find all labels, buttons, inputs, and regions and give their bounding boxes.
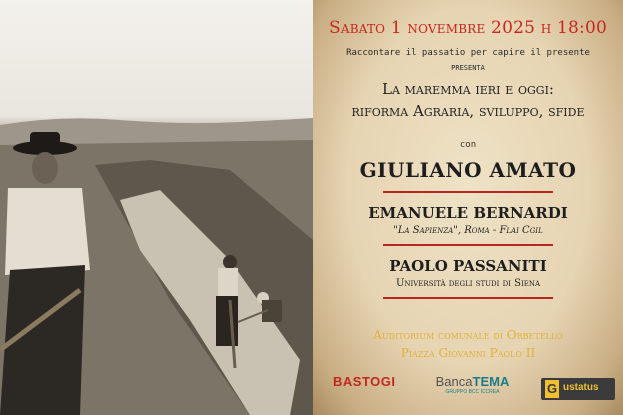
divider [383, 244, 553, 246]
poster-text-panel [313, 0, 623, 415]
middle-worker [216, 296, 238, 346]
divider [383, 297, 553, 299]
tagline: Raccontare il passatio per capire il presente [346, 48, 590, 58]
sponsor-logos [313, 374, 623, 408]
with-label: con [459, 140, 477, 150]
speaker-3-affiliation: Università degli studi di Siena [395, 278, 541, 289]
speaker-2-affiliation: "La Sapienza", Roma - Flai Cgil [393, 225, 543, 236]
title-line-2: riforma Agraria, sviluppo, sfide [351, 102, 585, 120]
gustatus-logo: G ustatus [541, 378, 615, 400]
speaker-2-name: EMANUELE BERNARDI [368, 204, 568, 222]
venue-name: Auditorium comunale di Orbetello [373, 328, 563, 342]
title-line-1: La maremma ieri e oggi: [382, 80, 554, 98]
speaker-3-name: PAOLO PASSANITI [389, 257, 547, 275]
bastogi-logo: BASTOGI [333, 374, 396, 389]
venue-address: Piazza Giovanni Paolo II [400, 346, 536, 360]
presents-label: PRESENTA [451, 64, 485, 72]
worker-face [32, 152, 58, 184]
bancatema-logo: BancaTEMA GRUPPO BCC ICCREA [435, 374, 510, 395]
main-speaker: GIULIANO AMATO [359, 158, 577, 182]
event-date: Sabato 1 novembre 2025 h 18:00 [329, 18, 607, 38]
divider [383, 191, 553, 193]
worker-shirt [5, 188, 90, 275]
